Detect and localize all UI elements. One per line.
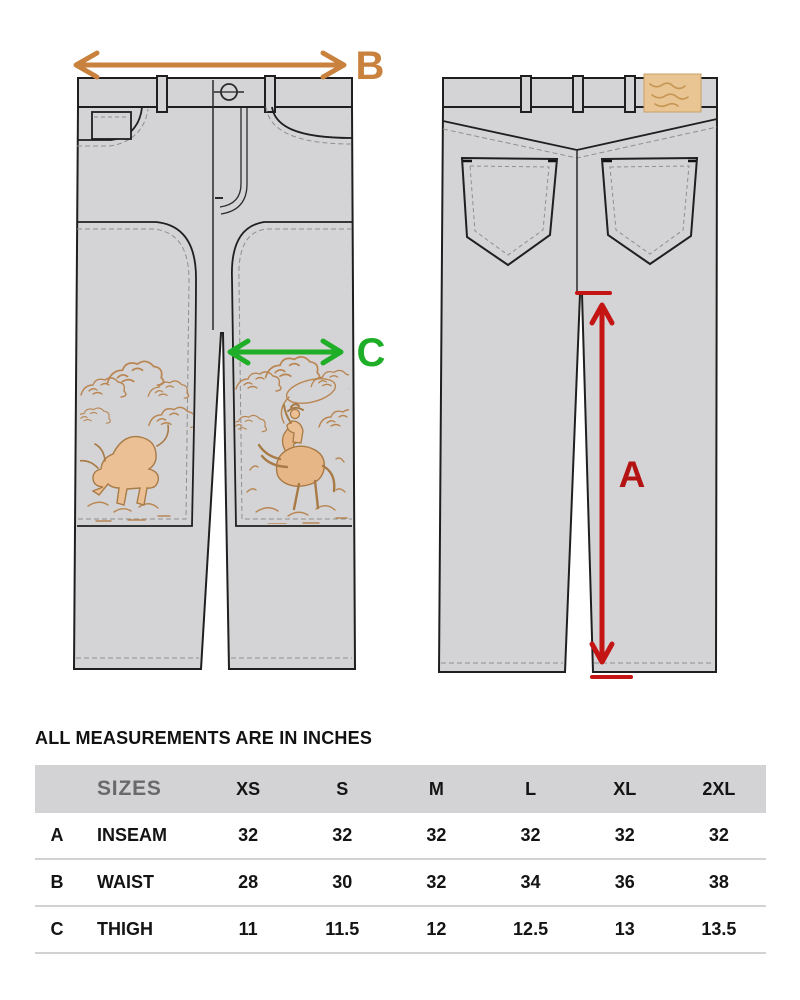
size-value: 32: [614, 825, 635, 845]
waist-label-b: B: [355, 44, 385, 88]
table-row-thigh: [35, 907, 766, 954]
size-value: 34: [520, 872, 541, 892]
size-col-header: S: [336, 778, 349, 799]
pants-front-view: [74, 76, 364, 669]
row-key: A: [50, 825, 64, 845]
size-value: 32: [426, 872, 447, 892]
row-label: WAIST: [97, 872, 154, 892]
row-key: B: [50, 872, 64, 892]
size-col-header: XL: [613, 778, 637, 799]
belt-loop: [573, 76, 583, 112]
belt-loop: [625, 76, 635, 112]
size-value: 28: [238, 872, 259, 892]
table-header-row: [35, 765, 766, 813]
belt-loop: [265, 76, 275, 112]
pants-back-view: [439, 74, 717, 672]
size-col-header: L: [525, 778, 537, 799]
waist-width-arrow: [76, 53, 344, 77]
size-value: 12: [426, 919, 447, 939]
thigh-label-c: C: [356, 331, 386, 375]
sizes-header: SIZES: [97, 777, 162, 800]
size-value: 13.5: [701, 919, 737, 939]
size-col-header: 2XL: [702, 778, 736, 799]
size-col-header: XS: [236, 778, 261, 799]
size-value: 32: [332, 825, 353, 845]
row-label: INSEAM: [97, 825, 168, 845]
front-body: [74, 107, 355, 669]
size-value: 32: [520, 825, 541, 845]
size-chart-table: [35, 765, 766, 954]
belt-loop: [521, 76, 531, 112]
row-label: THIGH: [97, 919, 153, 939]
size-value: 11: [238, 919, 258, 939]
size-value: 32: [426, 825, 447, 845]
row-key: C: [50, 919, 64, 939]
size-value: 36: [614, 872, 635, 892]
size-value: 13: [614, 919, 635, 939]
size-value: 30: [332, 872, 353, 892]
size-value: 32: [708, 825, 729, 845]
table-row-inseam: [35, 813, 766, 860]
size-value: 32: [238, 825, 259, 845]
size-value: 12.5: [513, 919, 549, 939]
inseam-label-a: A: [618, 454, 646, 495]
leather-patch-icon: [644, 74, 701, 112]
size-col-header: M: [428, 778, 444, 799]
coin-pocket: [92, 112, 131, 139]
measurements-note: ALL MEASUREMENTS ARE IN INCHES: [35, 728, 373, 748]
belt-loop: [157, 76, 167, 112]
size-value: 11.5: [325, 919, 360, 939]
size-value: 38: [708, 872, 729, 892]
table-row-waist: [35, 860, 766, 907]
